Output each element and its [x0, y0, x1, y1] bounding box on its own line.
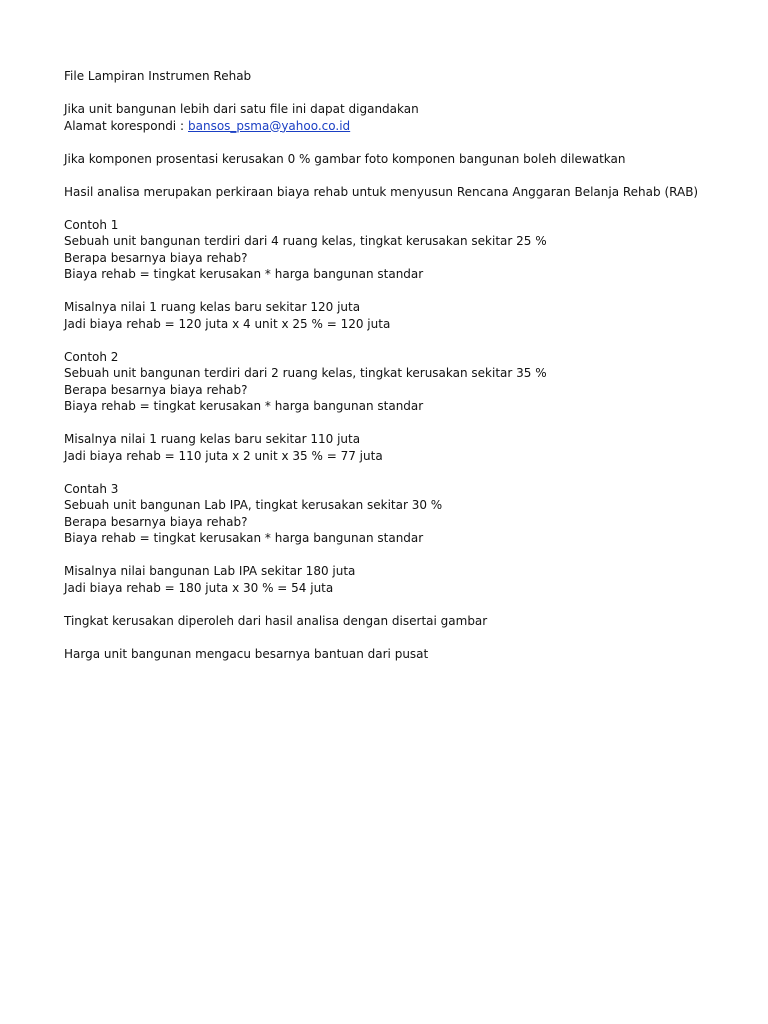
example-description: Sebuah unit bangunan terdiri dari 4 ruang kelas, tingkat kerusakan sekitar 25 % — [64, 234, 547, 248]
example-price: Misalnya nilai bangunan Lab IPA sekitar 180 juta — [64, 564, 356, 578]
document-title: File Lampiran Instrumen Rehab — [64, 69, 252, 83]
example-question: Berapa besarnya biaya rehab? — [64, 514, 248, 529]
note-damage: Tingkat kerusakan diperoleh dari hasil analisa dengan disertai gambar — [64, 613, 488, 628]
spacer — [64, 596, 744, 613]
example-formula: Biaya rehab = tingkat kerusakan * harga bangunan standar — [64, 267, 424, 281]
example-heading: Contoh 2 — [64, 349, 119, 364]
spacer — [64, 134, 744, 151]
contact-email-link[interactable]: bansos_psma@yahoo.co.id — [188, 118, 351, 133]
document-body — [64, 68, 744, 662]
spacer — [64, 85, 744, 102]
contact-label: Alamat korespondi : — [64, 118, 184, 133]
note-photo: Jika komponen prosentasi kerusakan 0 % gambar foto komponen bangunan boleh dilewatkan — [64, 151, 626, 166]
example-price: Misalnya nilai 1 ruang kelas baru sekitar 110 juta — [64, 432, 361, 446]
spacer — [64, 464, 744, 481]
intro-line: Jika unit bangunan lebih dari satu file ini dapat digandakan — [64, 102, 419, 116]
spacer — [64, 332, 744, 349]
example-heading: Contah 3 — [64, 481, 119, 496]
example-price: Misalnya nilai 1 ruang kelas baru sekitar 120 juta — [64, 300, 361, 314]
example-question: Berapa besarnya biaya rehab? — [64, 382, 248, 397]
spacer — [64, 629, 744, 646]
example-block-1 — [64, 217, 744, 333]
example-description: Sebuah unit bangunan terdiri dari 2 ruang kelas, tingkat kerusakan sekitar 35 % — [64, 366, 547, 380]
note-analysis: Hasil analisa merupakan perkiraan biaya rehab untuk menyusun Rencana Anggaran Belanja Rehab (RAB) — [64, 184, 699, 199]
spacer — [64, 167, 744, 184]
spacer — [64, 200, 744, 217]
example-block-2 — [64, 349, 744, 465]
example-block-3 — [64, 481, 744, 597]
contact-line — [64, 118, 744, 135]
example-heading: Contoh 1 — [64, 217, 119, 232]
note-price: Harga unit bangunan mengacu besarnya bantuan dari pusat — [64, 646, 429, 661]
example-formula: Biaya rehab = tingkat kerusakan * harga bangunan standar — [64, 531, 424, 545]
example-result: Jadi biaya rehab = 120 juta x 4 unit x 25 % = 120 juta — [64, 316, 391, 331]
example-question: Berapa besarnya biaya rehab? — [64, 250, 248, 265]
example-result: Jadi biaya rehab = 180 juta x 30 % = 54 juta — [64, 580, 334, 595]
spacer — [64, 283, 744, 300]
example-formula: Biaya rehab = tingkat kerusakan * harga bangunan standar — [64, 399, 424, 413]
example-description: Sebuah unit bangunan Lab IPA, tingkat kerusakan sekitar 30 % — [64, 498, 443, 512]
spacer — [64, 547, 744, 564]
example-result: Jadi biaya rehab = 110 juta x 2 unit x 35 % = 77 juta — [64, 448, 383, 463]
spacer — [64, 415, 744, 432]
